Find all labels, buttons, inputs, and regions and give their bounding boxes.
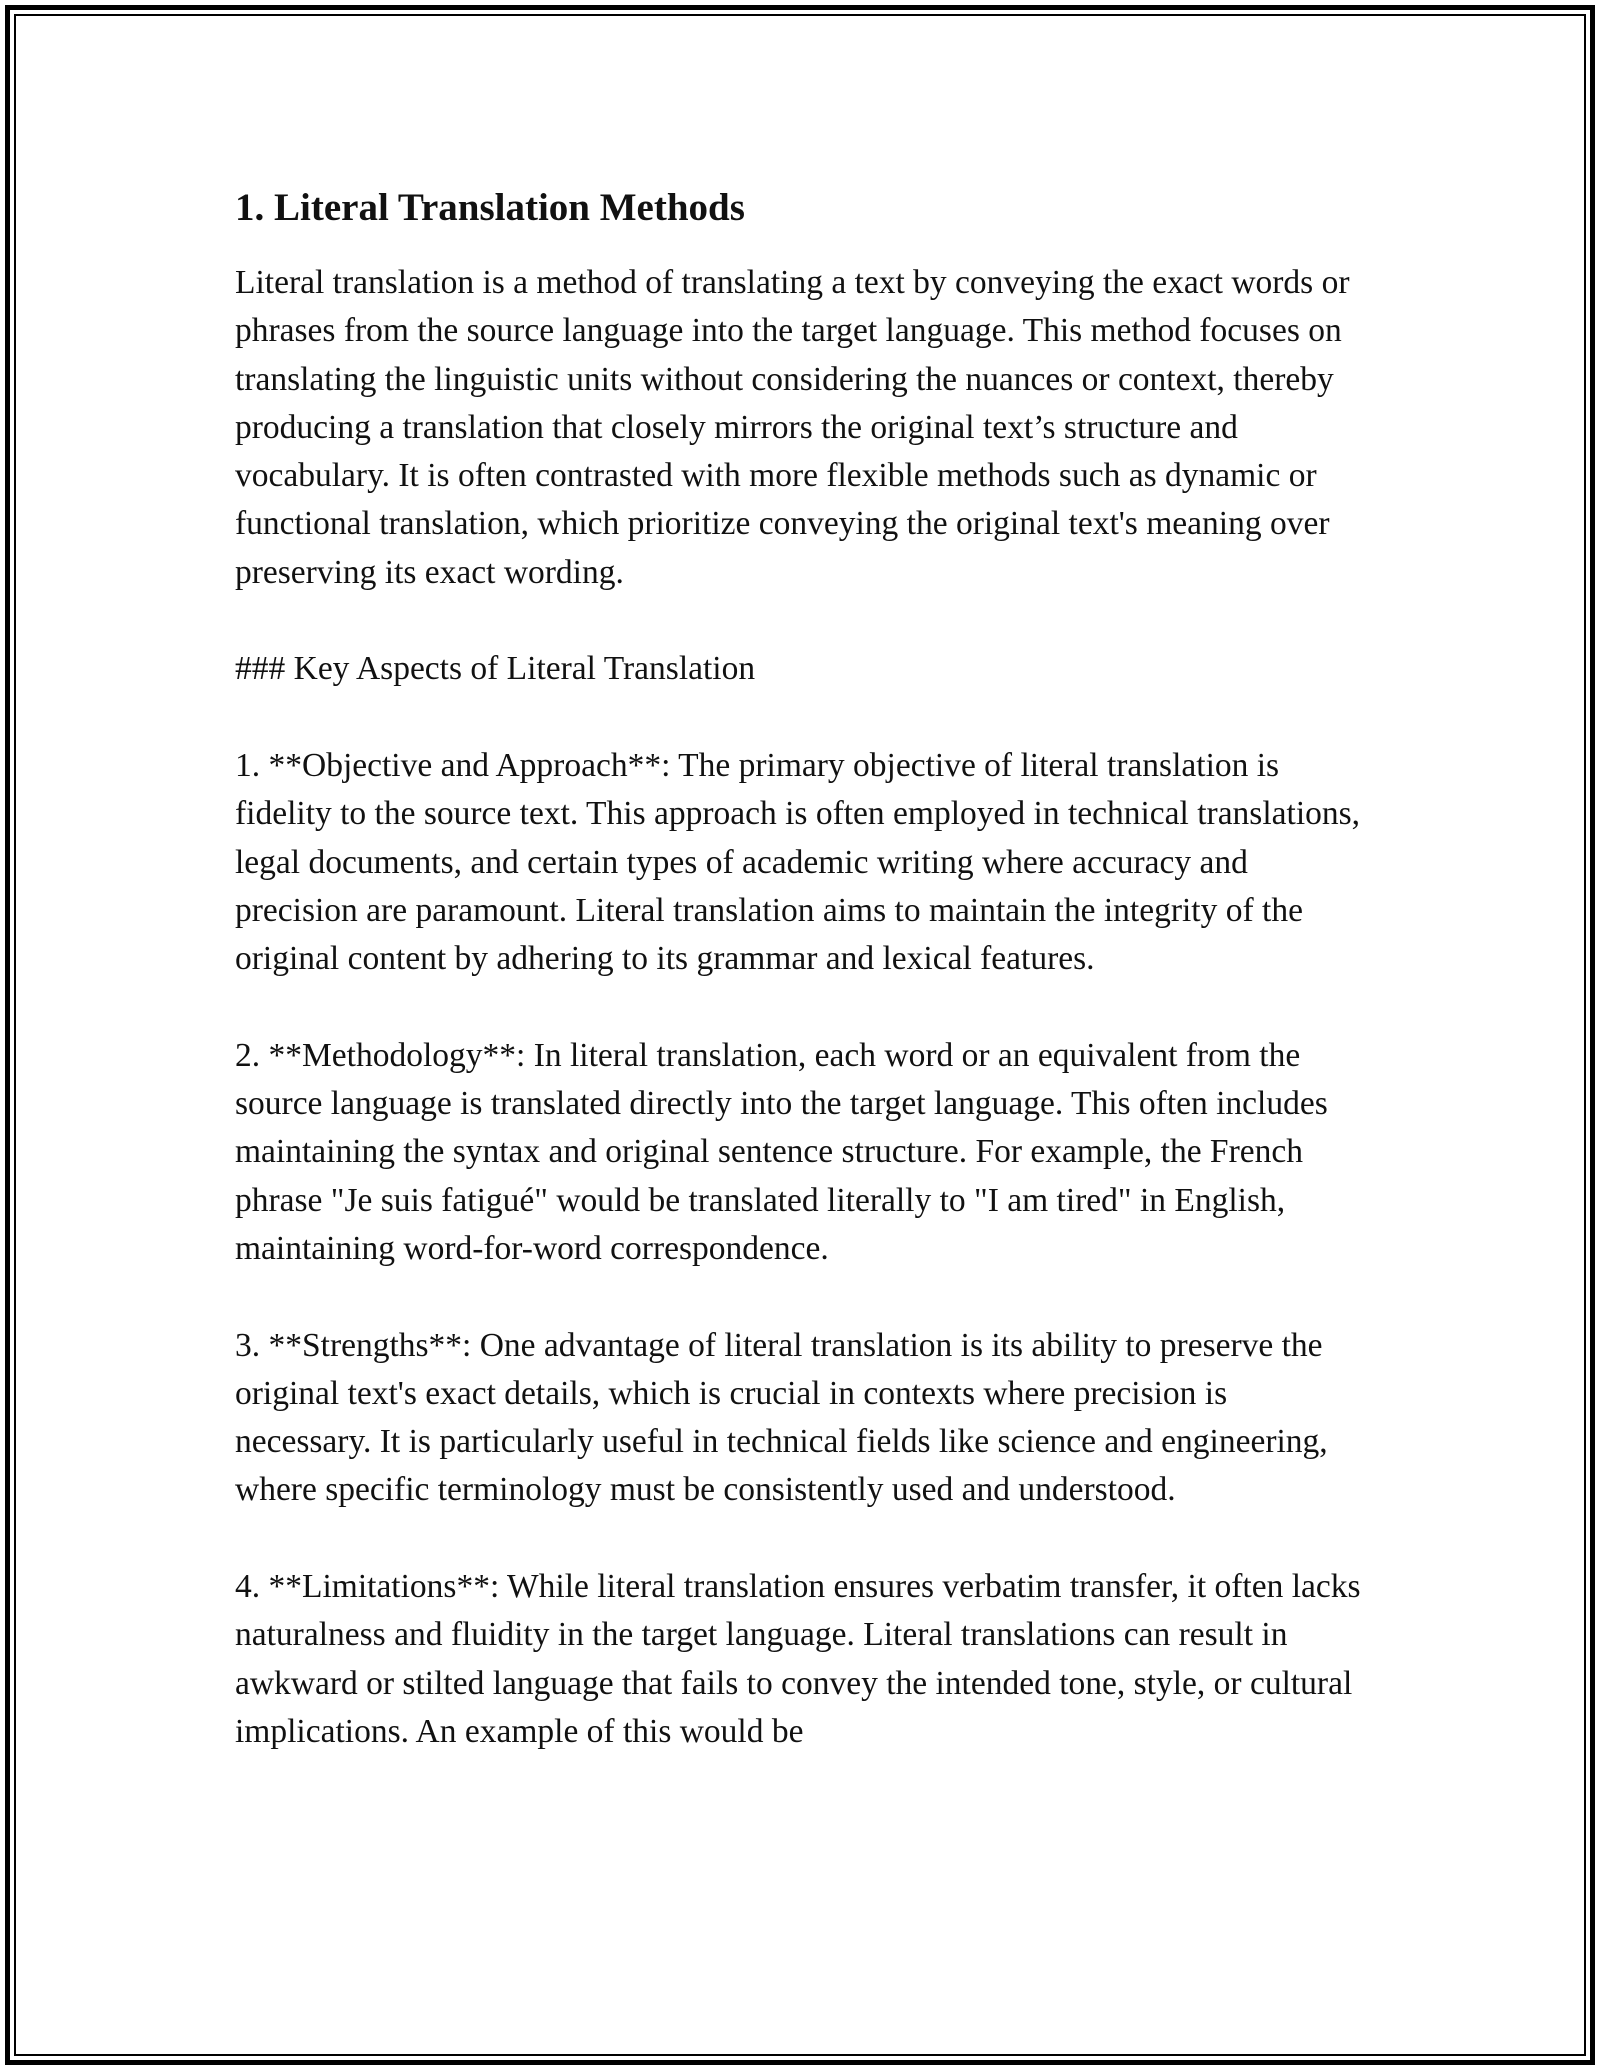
list-item-methodology: 2. **Methodology**: In literal translation, each word or an equivalent from the source language is translated directly into the target language. This often includes maintaining the syntax and original sentence structure. For example, the French phrase "Je suis fatigué" would be translated literally to "I am tired" in English, maintaining word-for-word correspondence. (235, 1036, 1328, 1267)
intro-paragraph: Literal translation is a method of translating a text by conveying the exact words or phrases from the source language into the target language. This method focuses on translating the linguistic units without considering the nuances or context, thereby producing a translation that closely mirrors the original text’s structure and vocabulary. It is often contrasted with more flexible methods such as dynamic or functional translation, which prioritize conveying the original text's meaning over preserving its exact wording. (235, 264, 1350, 591)
list-item-limitations: 4. **Limitations**: While literal translation ensures verbatim transfer, it often lacks naturalness and fluidity in the target language. Literal translations can result in awkward or stilted language that fails to convey the intended tone, style, or cultural implications. An example of this would be (235, 1568, 1361, 1750)
section-heading: 1. Literal Translation Methods (235, 186, 745, 229)
subheading-paragraph: ### Key Aspects of Literal Translation (235, 650, 756, 688)
list-item-objective: 1. **Objective and Approach**: The primary objective of literal translation is fidelity to the source text. This approach is often employed in technical translations, legal documents, and certain types of academic writing where accuracy and precision are paramount. Literal translation aims to maintain the integrity of the original content by adhering to its grammar and lexical features. (235, 746, 1361, 978)
document-body (235, 185, 1365, 1756)
list-item-strengths: 3. **Strengths**: One advantage of literal translation is its ability to preserve the original text's exact details, which is crucial in contexts where precision is necessary. It is particularly useful in technical fields like science and engineering, where specific terminology must be consistently used and understood. (235, 1326, 1328, 1509)
